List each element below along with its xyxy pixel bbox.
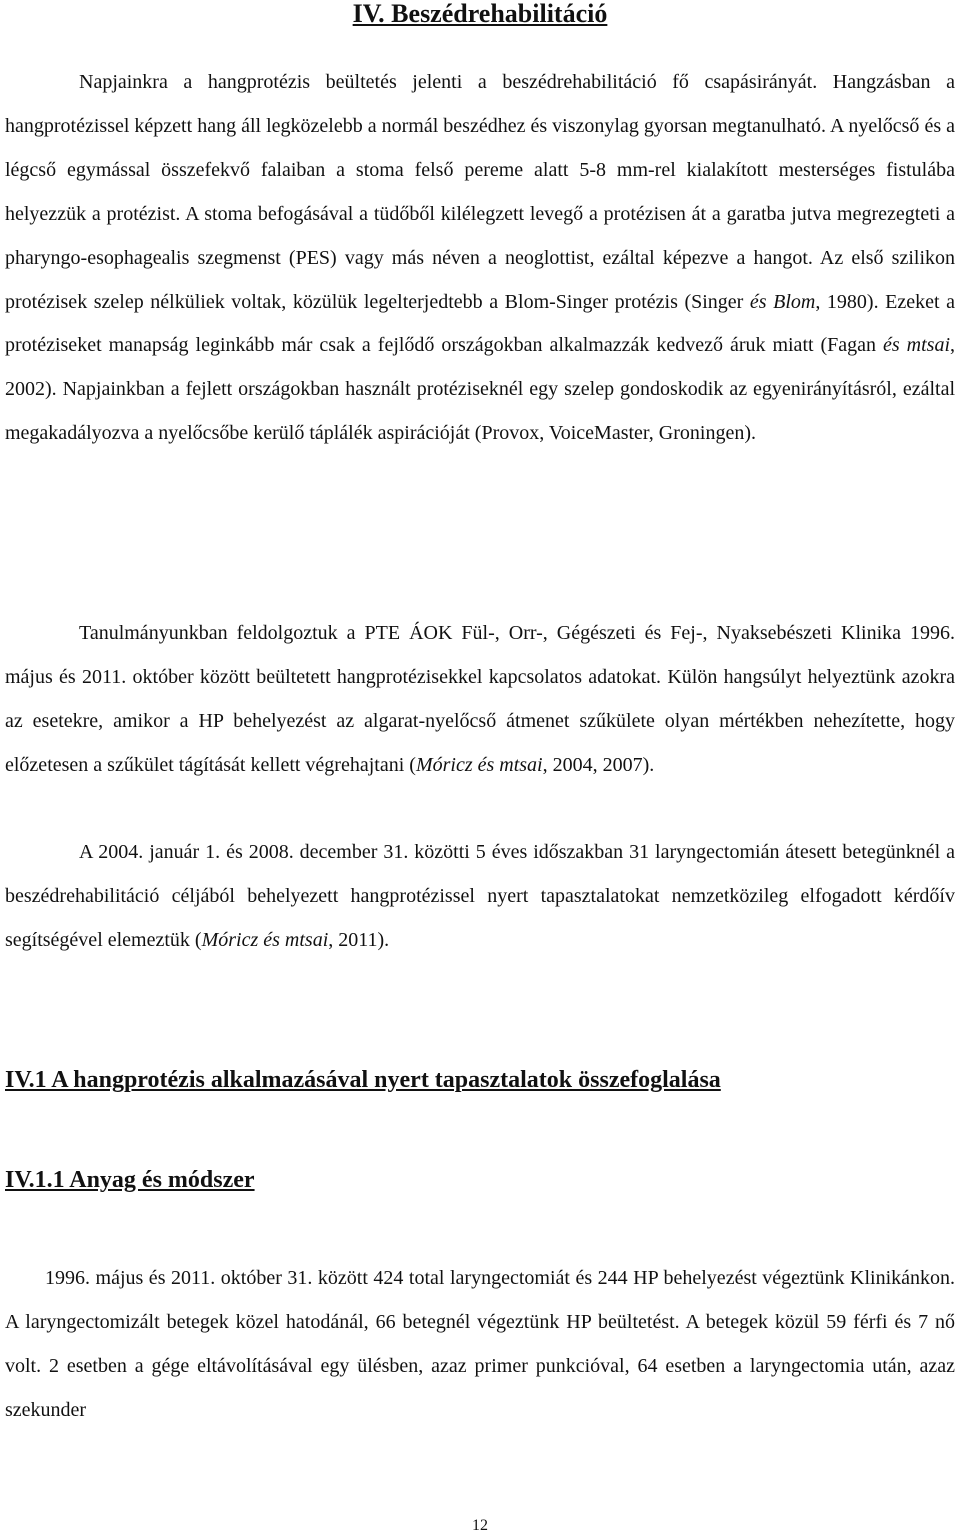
paragraph-intro-text-1: Napjainkra a hangprotézis beültetés jelenti a beszédrehabilitáció fő csapásirányát. Hangzásban a hangprotézissel képzett hang áll legközelebb a normál beszédhez és viszonylag gyorsan megtanulható. A nyelőcső és a légcső egymással összefekvő falaiban a stoma felső pereme alatt 5-8 mm-rel kialakított mesterséges fistulába helyezzük a protézist. A stoma befogásával a tüdőből kilélegzett levegő a protézisen át a garatba jutva megrezegteti a pharyngo-esophagealis szegmenst (PES) vagy más néven a neoglottist, ezáltal képezve a hangot. Az első szilikon protézisek szelep nélküliek voltak, közülük legelterjedtebb a Blom-Singer protézis (Singer — [5, 71, 955, 313]
paragraph-intro-text-3: , 2002). Napjainkban a fejlett országokban használt protéziseknél egy szelep gondoskodik az egyenirányításról, ezáltal megakadályozva a nyelőcsőbe kerülő táplálék aspirációját (Provox, VoiceMaster, Groningen). — [5, 334, 955, 445]
citation-italic-moricz-2004: Móricz és mtsai — [415, 753, 543, 776]
page-number: 12 — [472, 1517, 488, 1534]
paragraph-study-text-2: , 2004, 2007). — [542, 753, 655, 776]
paragraph-questionnaire-text-1: A 2004. január 1. és 2008. december 31. közötti 5 éves időszakban 31 laryngectomián átesett betegünknél a beszédrehabilitáció céljából behelyezett hangprotézissel nyert tapasztalatokat nemzetközileg elfogadott kérdőív segítségével elemeztük ( — [5, 841, 955, 951]
citation-italic-singer: és Blom — [749, 290, 816, 313]
citation-italic-fagan: és mtsai — [883, 334, 950, 357]
section-heading: IV.1 A hangprotézis alkalmazásával nyert tapasztalatok összefoglalása — [5, 1067, 721, 1093]
paragraph-study — [5, 612, 955, 788]
paragraph-intro-text-2: , 1980). Ezeket a protéziseket manapság leginkább már csak a fejlődő országokban alkalmazzák kedvező áruk miatt (Fagan — [5, 290, 955, 357]
paragraph-questionnaire — [5, 831, 955, 963]
citation-italic-moricz-2011: Móricz és mtsai — [201, 928, 329, 951]
subsection-heading: IV.1.1 Anyag és módszer — [5, 1167, 255, 1193]
paragraph-questionnaire-text-2: , 2011). — [328, 928, 390, 951]
chapter-heading: IV. Beszédrehabilitáció — [352, 0, 608, 28]
paragraph-study-text-1: Tanulmányunkban feldolgoztuk a PTE ÁOK Fül-, Orr-, Gégészeti és Fej-, Nyaksebészeti Klinika 1996. május és 2011. október között beültetett hangprotézisekkel kapcsolatos adatokat. Külön hangsúlyt helyeztünk azokra az esetekre, amikor a HP behelyezést az algarat-nyelőcső átmenet szűkülete olyan mértékben nehezítette, hogy előzetesen a szűkület tágítását kellett végrehajtani ( — [5, 622, 955, 776]
paragraph-methods: 1996. május és 2011. október 31. között 424 total laryngectomiát és 244 HP behelyezést végeztünk Klinikánkon. A laryngectomizált betegek közel hatodánál, 66 betegnél végeztünk HP beültetést. A betegek közül 59 férfi és 7 nő volt. 2 esetben a gége eltávolításával egy ülésben, azaz primer punkcióval, 64 esetben a laryngectomia után, azaz szekunder — [5, 1267, 955, 1421]
paragraph-intro — [5, 61, 955, 456]
